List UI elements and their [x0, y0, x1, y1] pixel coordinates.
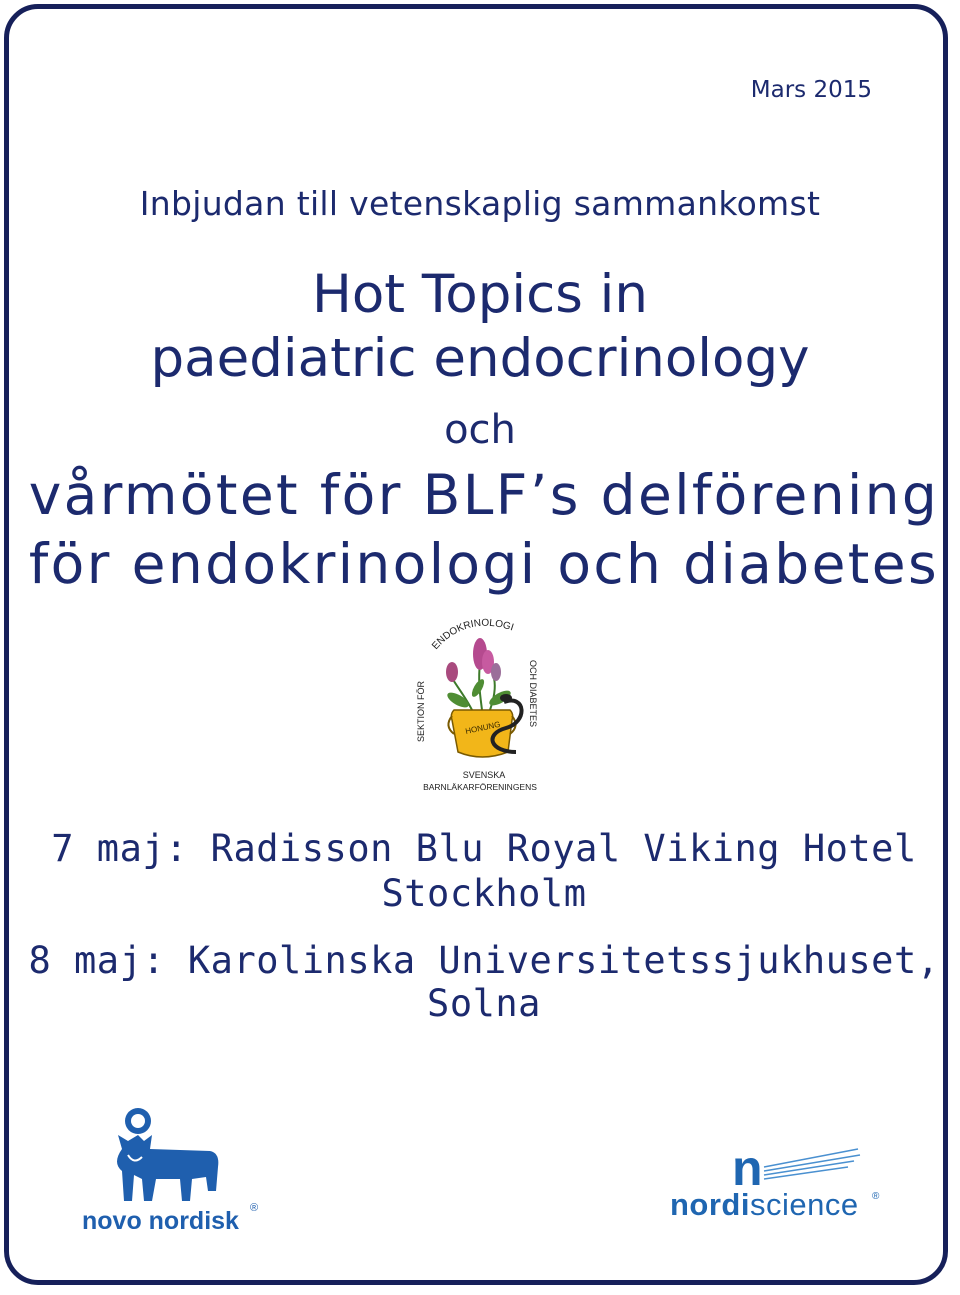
novo-nordisk-wordmark: novo nordisk	[82, 1207, 239, 1235]
bull-icon	[117, 1135, 218, 1201]
emblem-jar-text: HONUNG	[464, 719, 502, 736]
date-label: Mars 2015	[750, 77, 872, 103]
emblem-arc-text: ENDOKRINOLOGI	[430, 617, 515, 652]
event-title-line-2: paediatric endocrinology	[150, 328, 810, 389]
nordiscience-logo	[668, 1143, 886, 1223]
subtitle-line-1: vårmötet för BLF’s delförening	[28, 463, 940, 527]
endocrinology-section-emblem	[408, 602, 560, 798]
novo-nordisk-logo	[78, 1105, 264, 1235]
svg-text:ENDOKRINOLOGI	[430, 618, 515, 652]
venue-day-2: 8 maj: Karolinska Universitetssjukhuset, Solna	[28, 939, 940, 1025]
nordiscience-n-mark: n	[732, 1143, 763, 1196]
svg-text:®: ®	[872, 1191, 880, 1202]
emblem-bottom-text-2: BARNLÄKARFÖRENINGENS	[423, 782, 537, 792]
venue-day-1: 7 maj: Radisson Blu Royal Viking Hotel	[51, 827, 917, 870]
invitation-line: Inbjudan till vetenskaplig sammankomst	[139, 184, 821, 223]
venue-day-1-city: Stockholm	[381, 872, 587, 915]
subtitle-line-2: för endokrinologi och diabetes	[28, 532, 940, 596]
emblem-bottom-text-1: SVENSKA	[462, 770, 506, 780]
connector-och: och	[444, 407, 516, 453]
emblem-left-text: SEKTION FÖR	[416, 680, 426, 742]
nordiscience-wordmark-rest: science	[750, 1187, 859, 1222]
event-title-line-1: Hot Topics in	[312, 264, 648, 325]
svg-text:nordiscience	[670, 1187, 859, 1222]
emblem-right-text: OCH DIABETES	[528, 660, 538, 728]
nordiscience-wordmark-bold: nordi	[670, 1187, 750, 1222]
svg-text:®: ®	[250, 1202, 259, 1214]
